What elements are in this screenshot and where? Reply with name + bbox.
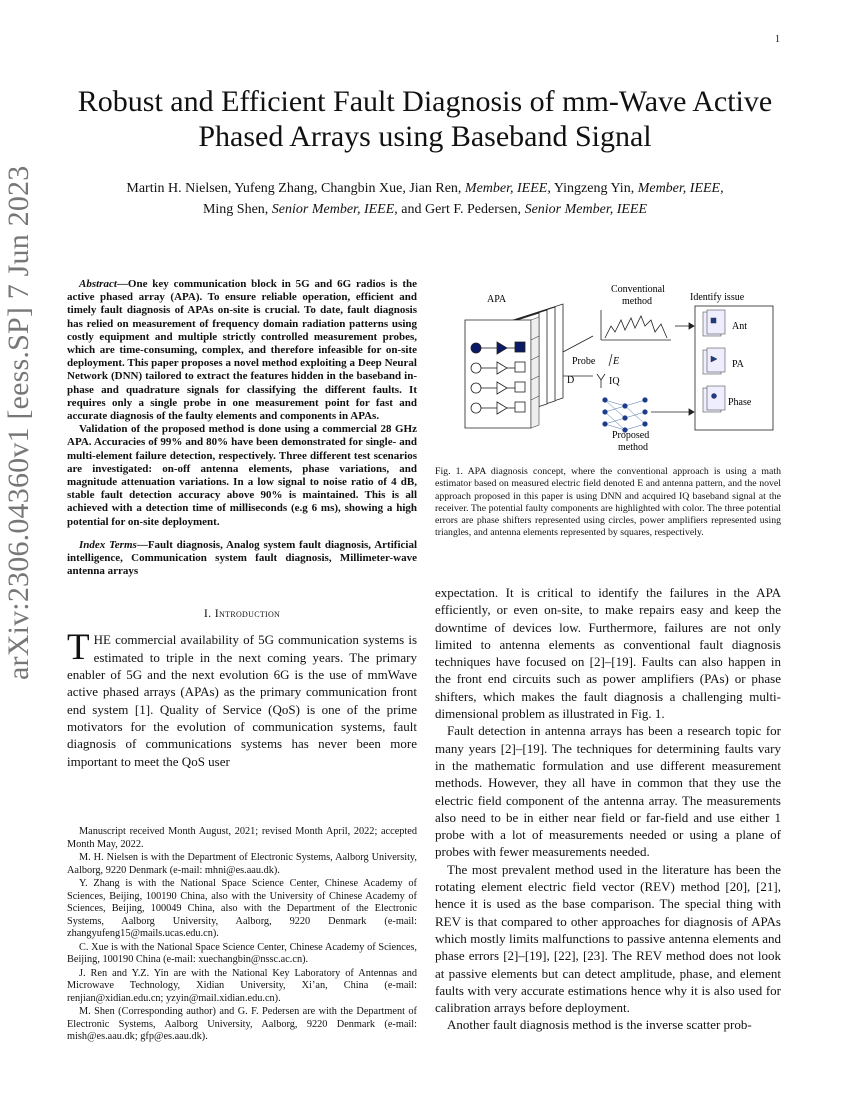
phase-shifter <box>471 363 481 373</box>
authors-part-2: , Yingzeng Yin, <box>547 181 638 196</box>
section-heading <box>67 606 417 620</box>
left-column <box>67 278 417 770</box>
phase-shifter <box>471 403 481 413</box>
probe-label: Probe <box>572 356 596 367</box>
phase-shifter <box>471 383 481 393</box>
issue-icons <box>703 310 725 412</box>
figure-caption: Fig. 1. APA diagnosis concept, where the conventional approach is using a math estimator based on measured electric field denoted E and antenna pattern, and the novel approach proposed in this paper is using DNN and acquired IQ baseband signal at the receiver. The potential faulty components are highlighted with color. The three potential errors are phase shifters represented using circles, power amplifiers represented using triangles, and antenna elements represented by squares, respectively. <box>435 466 781 539</box>
phase-shifter-faulty <box>471 343 481 353</box>
antenna <box>515 402 525 412</box>
intro-text: commercial availability of 5G communication systems is estimated to triple in the next coming years. The primary enabler of 5G and the next evolution 6G is the use of mmWave active phased arrays (APAs) as the primary communication front end system [1]. Quality of Service (QoS) is one of the prime motivators for the evolution of communication systems, fault diagnosis of communications systems has never been more important to meet the QoS user <box>67 632 417 769</box>
footnote: C. Xue is with the National Space Science Center, Chinese Academy of Sciences, Beijing, 100190 China (e-mail: xuechangbin@nssc.ac.cn). <box>67 941 417 965</box>
footnote: M. Shen (Corresponding author) and G. F. Pedersen are with the Department of Electronic Systems, Aalborg University, Aalborg, 9220 Denmark (e-mail: mish@es.aau.dk; gfp@es.aau.dk). <box>67 1006 417 1042</box>
identify-label: Identify issue <box>690 292 745 303</box>
authors-part-1: Martin H. Nielsen, Yufeng Zhang, Changbin Xue, Jian Ren, <box>126 181 465 196</box>
paragraph: The most prevalent method used in the literature has been the rotating element electric field vector (REV) method [20], [21], hence it is used as the base comparison. The special thing with REV is that compared to other approaches for diagnosis of APAs which mostly limits malfunctions to passive antenna elements and phase errors [2]–[19], [22], [23]. The REV method does not look at passive elements but can detect amplitude, phase, and element faults with very accurate estimations hence why it is also used for calibration arrays before deployment. <box>435 861 781 1016</box>
dnn-icon <box>603 398 648 433</box>
proposed-label-2: method <box>618 442 648 453</box>
conventional-label-1: Conventional <box>611 284 665 295</box>
antenna-faulty <box>515 342 525 352</box>
index-terms-text: —Fault diagnosis, Analog system fault diagnosis, Artificial intelligence, Communication system fault diagnosis, Millimeter-wave antenna arrays <box>67 538 417 578</box>
result-arrows <box>651 323 694 415</box>
index-terms <box>67 539 417 579</box>
section-number: I. <box>203 606 215 621</box>
footnote: M. H. Nielsen is with the Department of Electronic Systems, Aalborg University, Aalborg, 9220 Denmark (e-mail: mhni@es.aau.dk). <box>67 852 417 876</box>
abstract-paragraph-1: —One key communication block in 5G and 6G radios is the active phased array (APA). To ensure reliable operation, efficient and timely fault diagnosis of APAs on-site is crucial. To date, fault diagnosis has relied on measurement of frequency domain radiation patterns using costly equipment and multiple strictly controlled measurement probes, which are time-consuming, complex, and therefore infeasible for on-site deployment. This paper proposes a novel method exploiting a Deep Neural Network (DNN) tailored to extract the features hidden in the baseband in-phase and quadrature signals for classifying the different faults. It requires only a single probe in one measurement point for fast and accurate diagnosis of the faulty elements and components in APAs. <box>67 278 417 423</box>
page-number: 1 <box>775 34 780 45</box>
intro-lead: HE <box>93 632 111 648</box>
footnote: J. Ren and Y.Z. Yin are with the National Key Laboratory of Antennas and Microwave Technology, Xidian University, Xi’an, China (e-mail: renjian@xidian.edu.cn; yzyin@mail.xidian.edu.cn). <box>67 967 417 1004</box>
iq-label: IQ <box>609 376 620 387</box>
paragraph: Another fault diagnosis method is the inverse scatter prob- <box>447 1017 752 1033</box>
abstract-label: Abstract <box>79 278 117 290</box>
d-label: D <box>567 375 575 386</box>
paragraph: expectation. It is critical to identify the failures in the APA efficiently, or even on-site, to make repairs easy and keep the downtime of devices low. Furthermore, failures are not only limited to antenna elements as conventional fault diagnosis techniques have focused on [2]–[19]. Faults can also happen in the front end circuits such as power amplifiers (PAs) or phase shifters, which makes the fault diagnosis a challenging multi-dimensional problem as illustrated in Fig. 1. <box>435 585 781 722</box>
conventional-plot <box>601 310 671 340</box>
paragraph: Fault detection in antenna arrays has been a research topic for many years [2]–[19]. The techniques for determining faults vary in the mathematic formulation and use different measurement methods. However, they all have in common that they use the electric field component of the antenna array. The measurements also need to be in either near field or far-field and use either 1 probe with a lot of measurements needed or using a plane of probes with fewer measurements needed. <box>435 723 781 860</box>
membership-2: Member, IEEE, <box>637 181 724 196</box>
arxiv-stamp[interactable]: arXiv:2306.04360v1 [eess.SP] 7 Jun 2023 <box>2 165 35 680</box>
membership-4: Senior Member, IEEE <box>524 202 648 217</box>
ant-label: Ant <box>732 321 747 332</box>
section-title: Introduction <box>214 606 281 621</box>
conventional-label-2: method <box>622 296 652 307</box>
abstract-paragraph-2: Validation of the proposed method is done using a commercial 28 GHz APA. Accuracies of 99% and 80% have been demonstrated for single- and multi-element failure detection, respectively. Three different test scenarios are investigated: on-off antenna elements, phase variations, and magnitude attenuation variations. In a low signal to noise ratio of 4 dB, stable fault detection accuracy above 90% is maintained. This is all achieved with a detection time of milliseconds (e.g 6 ms), showing a high potential for on-site deployment. <box>67 423 417 528</box>
phase-label: Phase <box>728 397 752 408</box>
pa-label: PA <box>732 359 744 370</box>
footnote: Y. Zhang is with the National Space Science Center, Chinese Academy of Sciences, Beijing, 100190 China, also with the University of Chinese Academy of Sciences, Beijing, 100049 China, also with the Department of the Electronic Systems, Aalborg University, Aalborg, 9220 Denmark (e-mail: zhangyufeng15@mails.ucas.edu.cn). <box>67 878 417 939</box>
apa-label: APA <box>487 294 507 305</box>
right-column-text <box>435 584 781 1034</box>
figure-1-diagram <box>435 280 781 458</box>
proposed-label-1: Proposed <box>612 430 650 441</box>
antenna <box>515 382 525 392</box>
paper-title: Robust and Efficient Fault Diagnosis of mm-Wave Active Phased Arrays using Baseband Signal <box>77 85 773 153</box>
drop-cap: T <box>67 627 90 669</box>
footnote: Manuscript received Month August, 2021; revised Month April, 2022; accepted Month May, 2022. <box>67 826 417 850</box>
membership-1: Member, IEEE <box>464 181 548 196</box>
apa-face <box>531 317 539 428</box>
antenna <box>515 362 525 372</box>
abstract <box>67 278 417 529</box>
index-terms-label: Index Terms <box>79 538 137 551</box>
e-label: E <box>613 356 620 367</box>
authors-part-3: Ming Shen, <box>202 202 272 217</box>
membership-3: Senior Member, IEEE <box>271 202 395 217</box>
authors-part-4: , and Gert F. Pedersen, <box>394 202 525 217</box>
author-list <box>60 178 790 220</box>
footnotes <box>67 826 417 1045</box>
intro-paragraph <box>67 627 417 769</box>
